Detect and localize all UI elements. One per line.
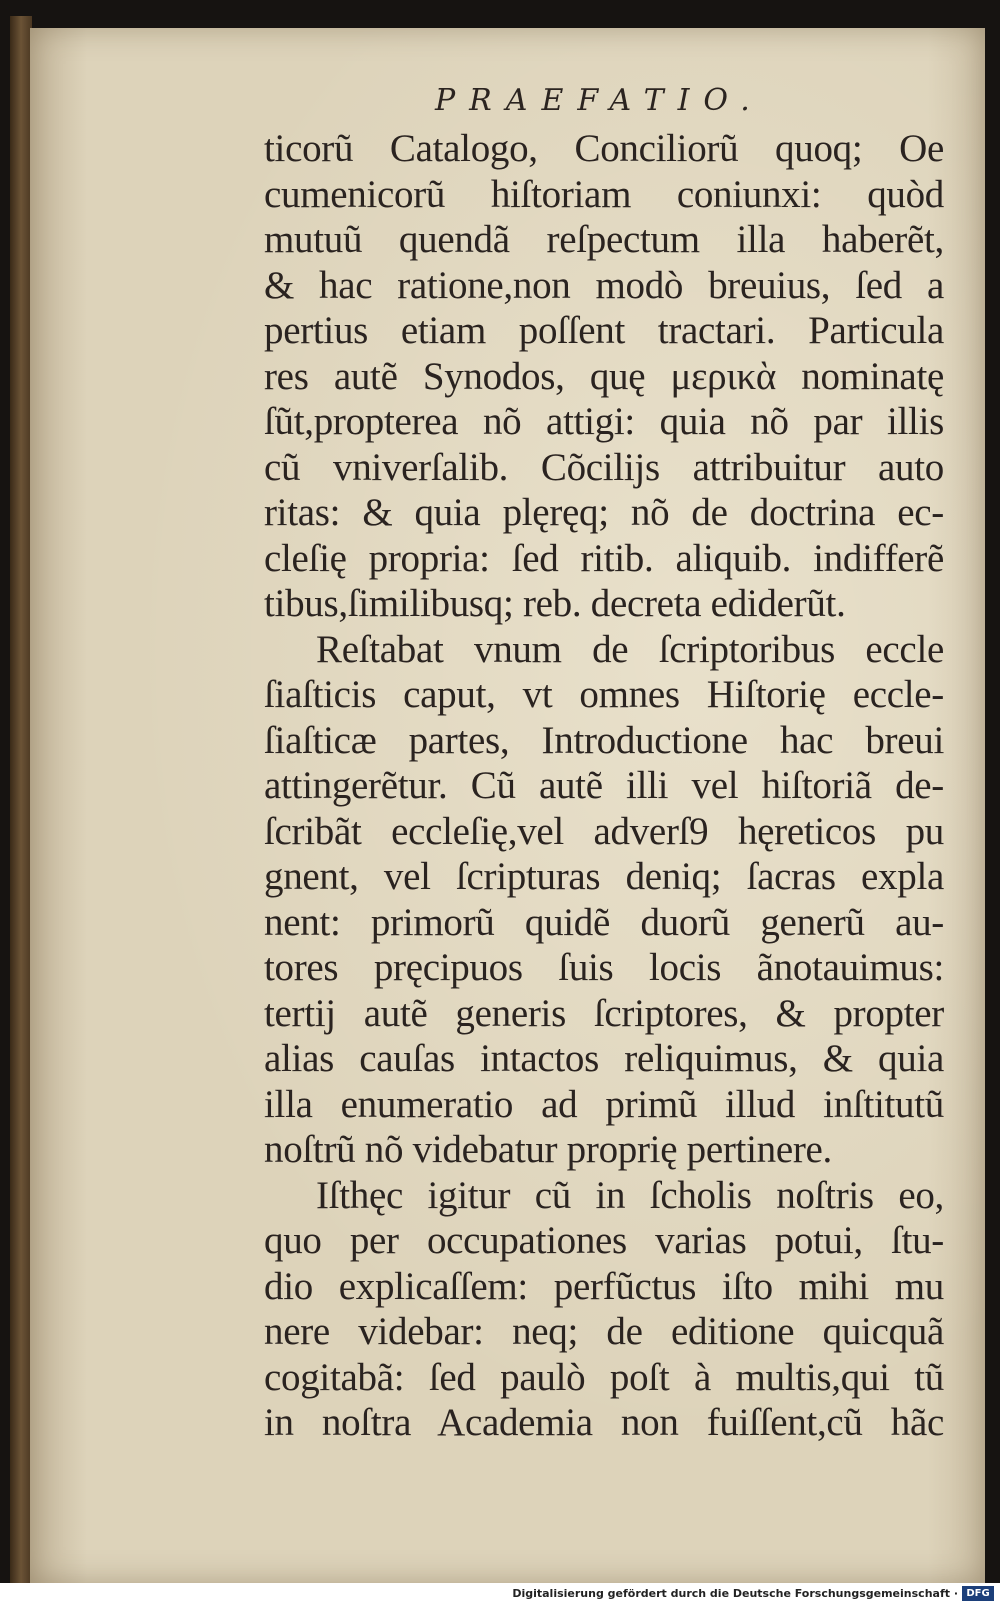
text-line: ſiaſticæ partes, Introductione hac breui: [264, 718, 944, 762]
text-line: cleſię propria: ſed ritib. aliquib. indifferẽ: [264, 536, 944, 580]
paragraph-start-line: Reſtabat vnum de ſcriptoribus eccle: [316, 627, 944, 671]
text-line: mutuũ quendã reſpectum illa haberẽt,: [264, 218, 944, 261]
text-line: tibus,ſimilibusq; reb. decreta ediderũt.: [264, 582, 846, 625]
text-line: tertij autẽ generis ſcriptores, & propter: [264, 991, 944, 1035]
text-line: gnent, vel ſcripturas deniq; ſacras expla: [264, 855, 944, 898]
text-line: ticorũ Catalogo, Conciliorũ quoq; Oe: [264, 127, 944, 170]
running-head: PRAEFATIO.: [435, 83, 764, 118]
text-line: ſiaſticis caput, vt omnes Hiſtorię eccle-: [264, 673, 944, 716]
text-line: dio explicaſſem: perfũctus iſto mihi mu: [264, 1264, 944, 1308]
text-block: [264, 126, 944, 1446]
dfg-logo: DFG: [962, 1586, 994, 1601]
text-line: & hac ratione,non modò breuius, ſed a: [264, 263, 944, 307]
text-line: ritas: & quia plęręq; nõ de doctrina ec-: [264, 491, 944, 534]
text-line: pertius etiam poſſent tractari. Particula: [264, 309, 944, 352]
text-line: cogitabã: ſed paulò poſt à multis,qui tũ: [264, 1355, 944, 1399]
text-line: quo per occupationes varias potui, ſtu-: [264, 1219, 944, 1262]
text-line: in noſtra Academia non fuiſſent,cũ hãc: [264, 1401, 944, 1444]
text-line: noſtrũ nõ videbatur proprię pertinere.: [264, 1128, 832, 1171]
text-line: res autẽ Synodos, quę μερικὰ nominatę: [264, 354, 944, 398]
text-line: tores pręcipuos ſuis locis ãnotauimus:: [264, 946, 944, 989]
text-line: illa enumeratio ad primũ illud inſtitutũ: [264, 1082, 944, 1126]
text-line: cumenicorũ hiſtoriam coniunxi: quòd: [264, 172, 944, 216]
text-line: nere videbar: neq; de editione quicquã: [264, 1310, 944, 1353]
text-line: alias cauſas intactos reliquimus, & quia: [264, 1037, 944, 1080]
funding-credit: Digitalisierung gefördert durch die Deutsche Forschungsgemeinschaft ·: [512, 1587, 958, 1600]
text-line: ſũt,propterea nõ attigi: quia nõ par illis: [264, 400, 944, 443]
book-binding-edge: [10, 16, 32, 1583]
paragraph-start-line: Iſthęc igitur cũ in ſcholis noſtris eo,: [316, 1173, 944, 1217]
text-line: nent: primorũ quidẽ duorũ generũ au-: [264, 900, 944, 944]
text-line: attingerẽtur. Cũ autẽ illi vel hiſtoriã de-: [264, 764, 944, 807]
text-line: cũ vniverſalib. Cõcilijs attribuitur auto: [264, 445, 944, 489]
digitization-footer: [0, 1583, 1000, 1605]
book-page: [30, 28, 985, 1583]
text-line: ſcribãt eccleſię,vel adverſ9 hęreticos pu: [264, 809, 944, 853]
